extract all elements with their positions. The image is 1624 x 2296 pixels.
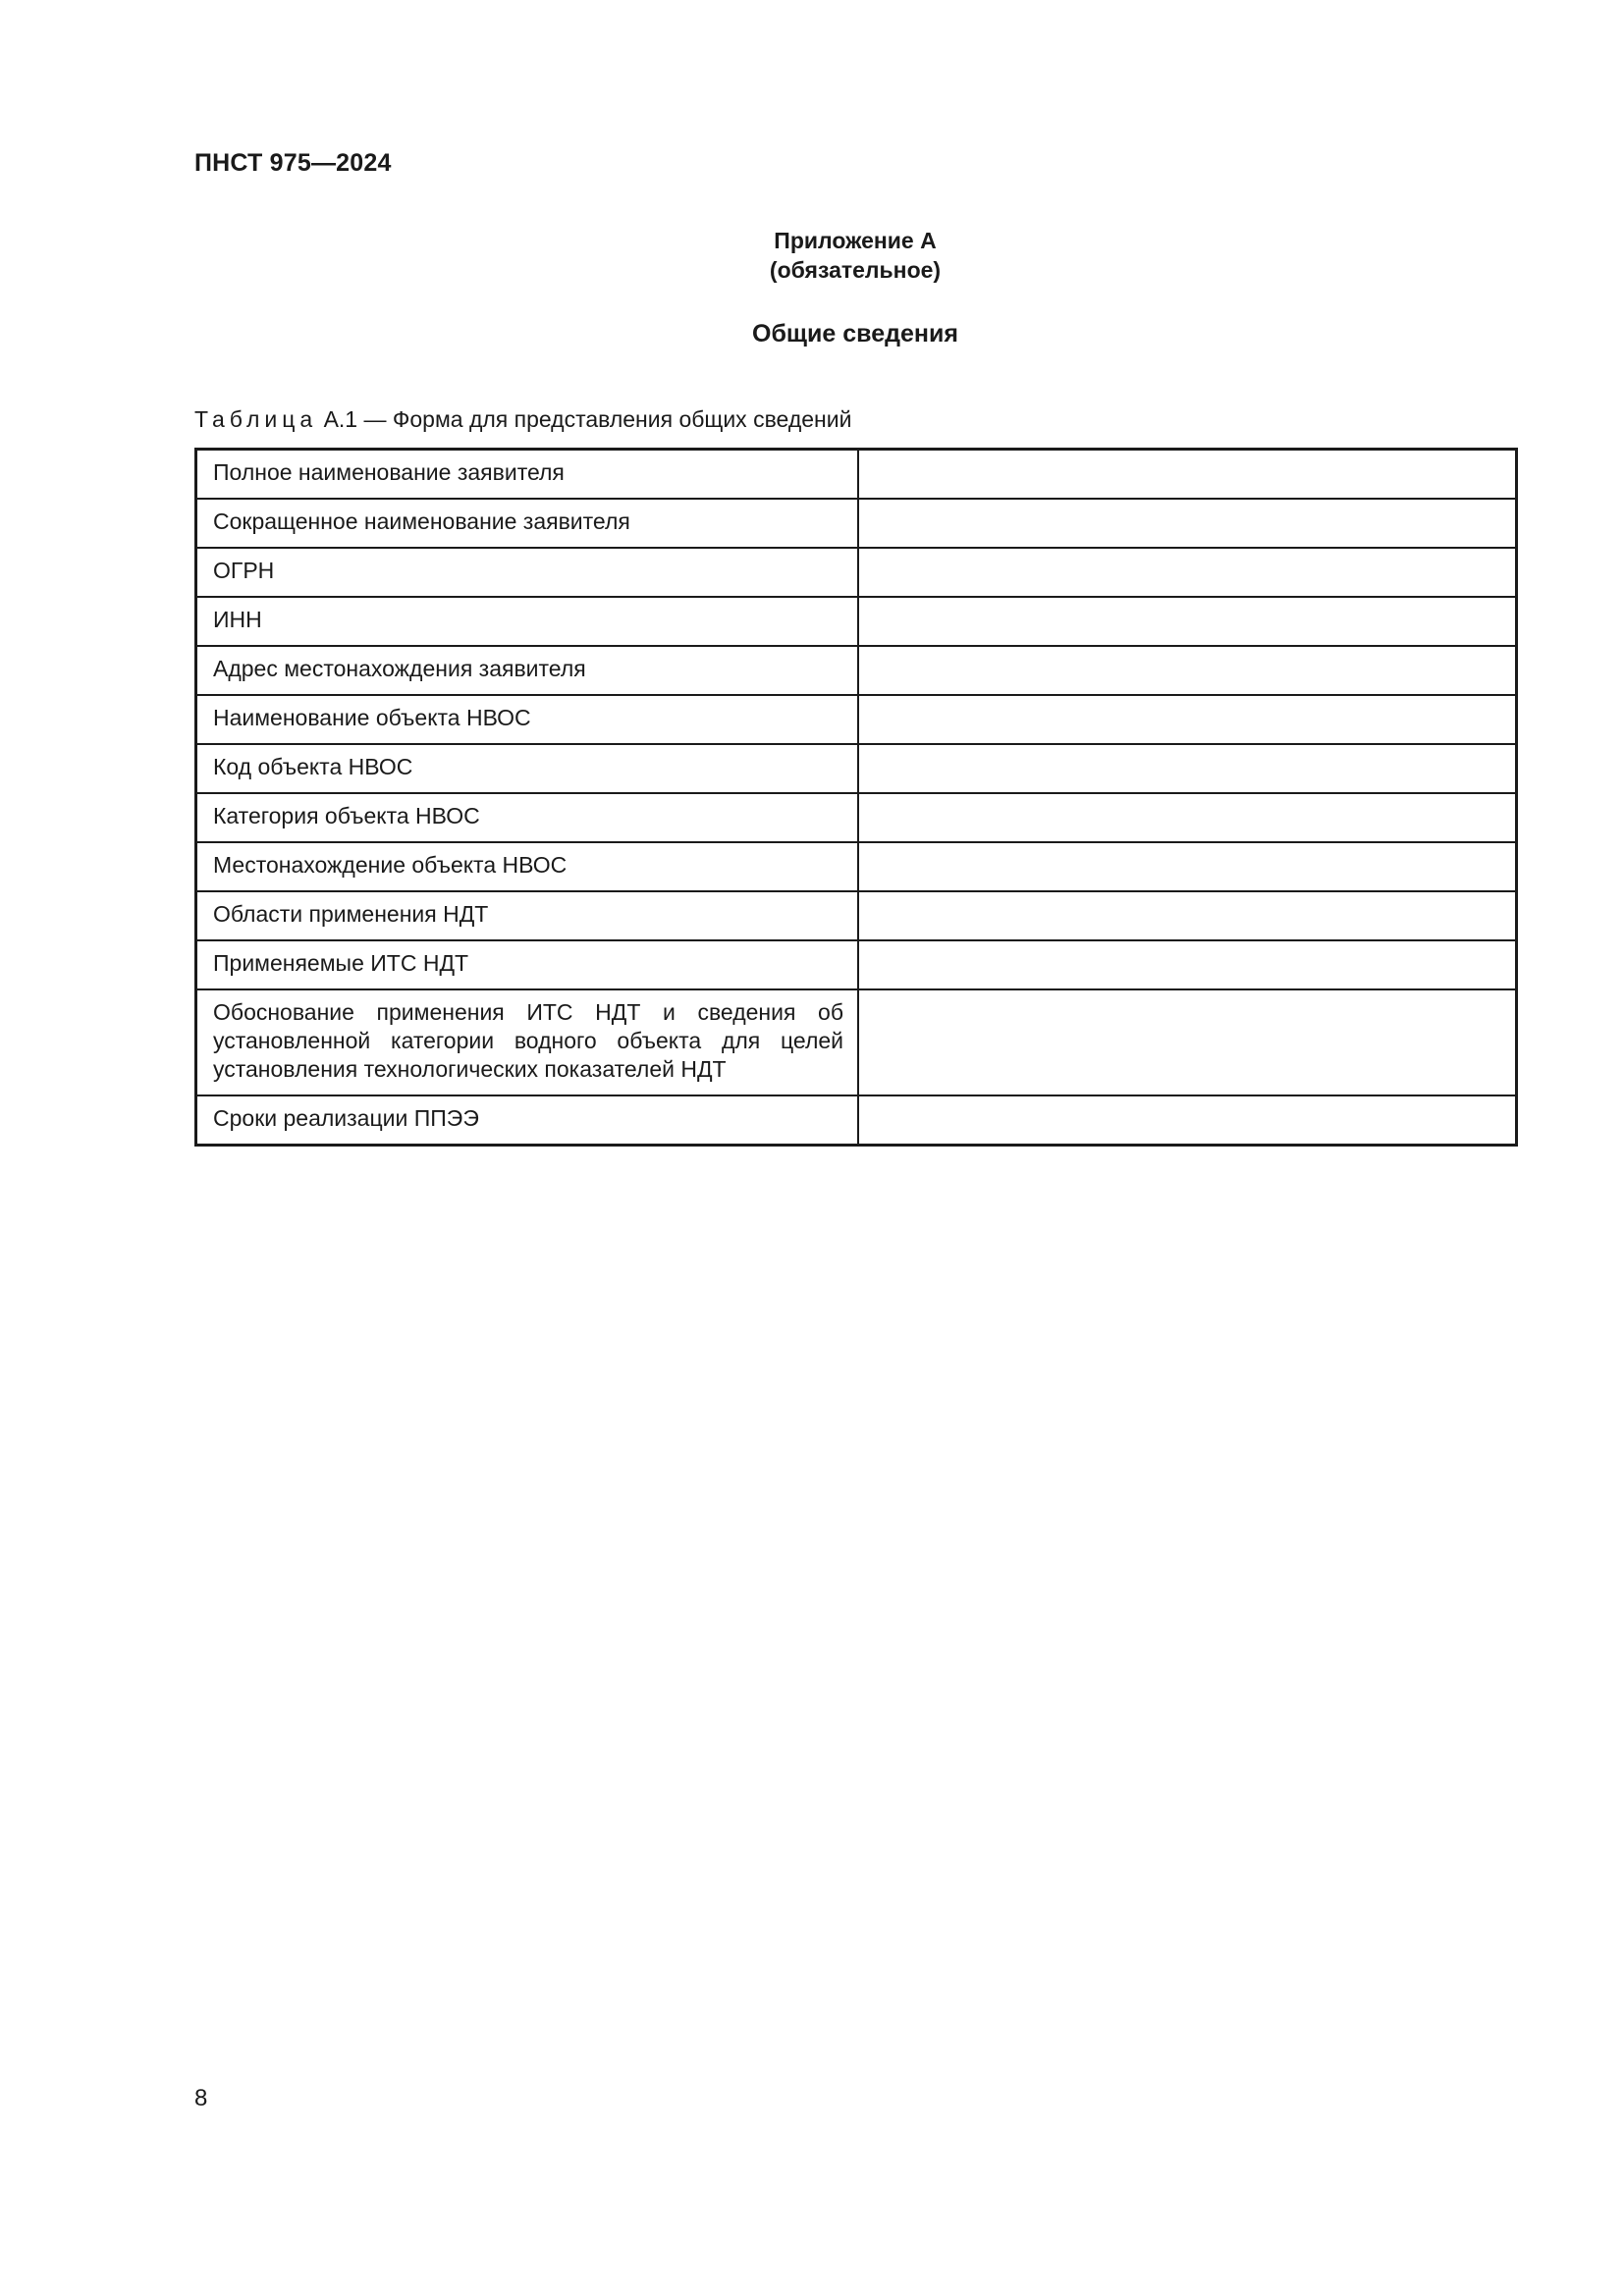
table-row (196, 744, 1517, 793)
row-value-cell (858, 940, 1517, 989)
row-value-cell (858, 842, 1517, 891)
row-value-cell (858, 793, 1517, 842)
row-value-cell (858, 597, 1517, 646)
table-row (196, 1095, 1517, 1146)
row-label: Области применения НДТ (196, 891, 859, 940)
table-row (196, 646, 1517, 695)
row-value-cell (858, 744, 1517, 793)
row-value-cell (858, 1095, 1517, 1146)
row-value-cell (858, 646, 1517, 695)
appendix-heading (194, 226, 1516, 285)
row-label: Полное наименование заявителя (196, 450, 859, 500)
row-label: Обоснование применения ИТС НДТ и сведения об установленной категории водного объекта для целей установления технологических показателей НДТ (196, 989, 859, 1095)
table-row (196, 891, 1517, 940)
table-caption-word: Таблица (194, 406, 318, 432)
row-label: Наименование объекта НВОС (196, 695, 859, 744)
row-value-cell (858, 499, 1517, 548)
table-row (196, 499, 1517, 548)
appendix-status: (обязательное) (769, 257, 942, 283)
table-caption-text: А.1 — Форма для представления общих сведений (317, 406, 852, 432)
row-value-cell (858, 989, 1517, 1095)
page-number: 8 (194, 2085, 208, 2111)
table-row (196, 695, 1517, 744)
row-label: ОГРН (196, 548, 859, 597)
document-code: ПНСТ 975—2024 (194, 149, 392, 177)
row-label: ИНН (196, 597, 859, 646)
row-label: Код объекта НВОС (196, 744, 859, 793)
table-row (196, 597, 1517, 646)
section-title: Общие сведения (752, 320, 958, 347)
row-label: Применяемые ИТС НДТ (196, 940, 859, 989)
row-label: Местонахождение объекта НВОС (196, 842, 859, 891)
row-value-cell (858, 548, 1517, 597)
table-caption (194, 406, 851, 433)
row-label: Сокращенное наименование заявителя (196, 499, 859, 548)
table-row (196, 989, 1517, 1095)
row-label: Категория объекта НВОС (196, 793, 859, 842)
table-row (196, 940, 1517, 989)
row-label: Сроки реализации ППЭЭ (196, 1095, 859, 1146)
table-row (196, 793, 1517, 842)
row-value-cell (858, 891, 1517, 940)
row-value-cell (858, 695, 1517, 744)
appendix-title: Приложение А (774, 228, 937, 253)
table-row (196, 548, 1517, 597)
row-label: Адрес местонахождения заявителя (196, 646, 859, 695)
table-row (196, 450, 1517, 500)
row-value-cell (858, 450, 1517, 500)
table-row (196, 842, 1517, 891)
general-info-form-table (194, 448, 1518, 1147)
